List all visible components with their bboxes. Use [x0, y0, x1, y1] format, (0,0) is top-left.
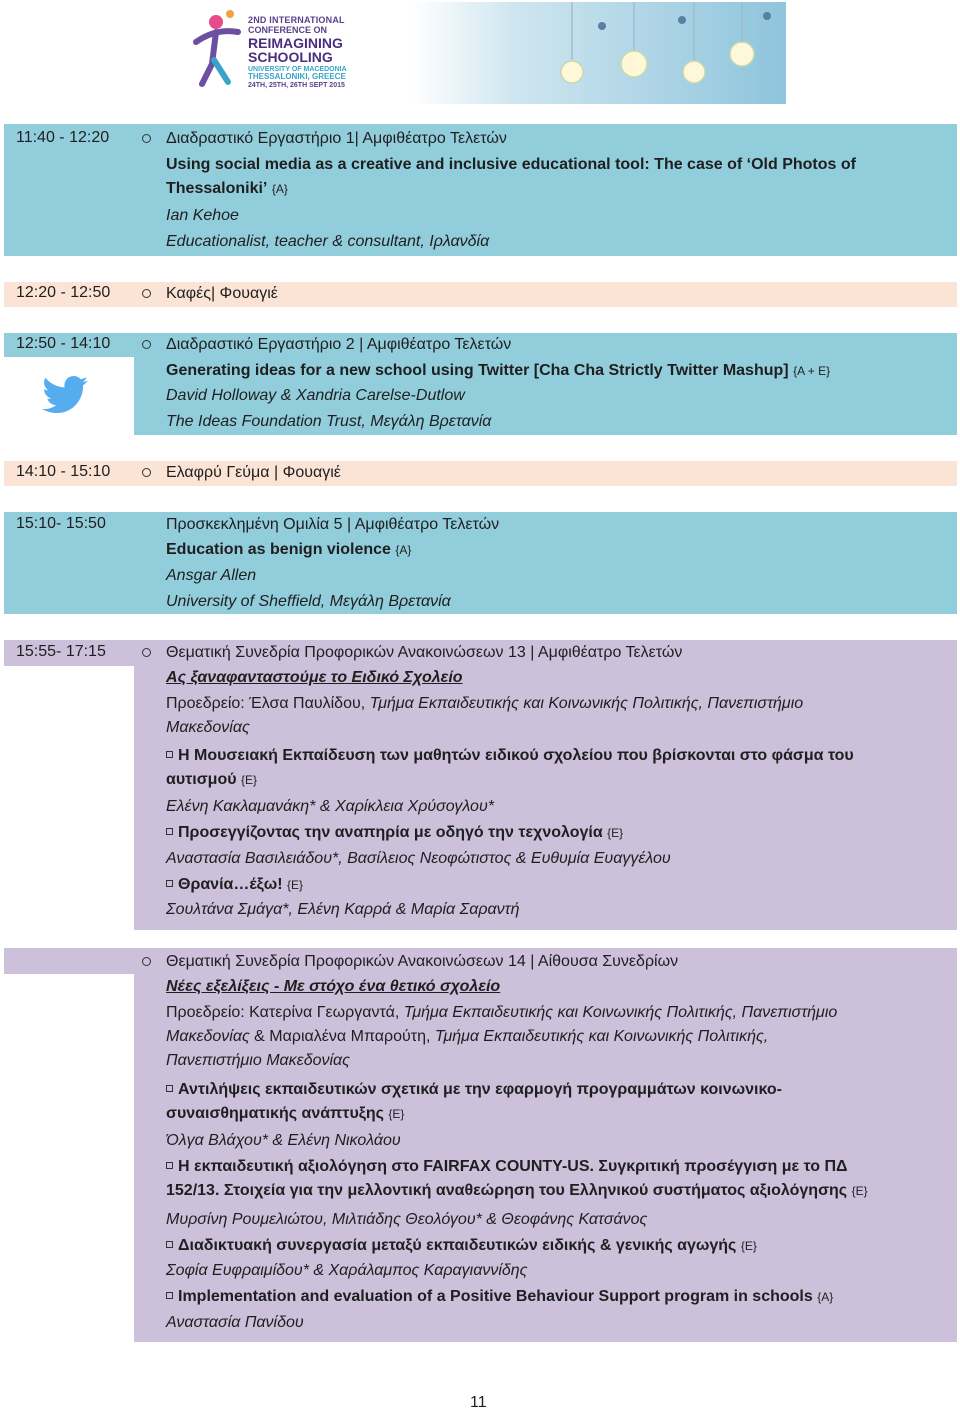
square-bullet-icon [166, 1085, 173, 1092]
session-time: 12:50 - 14:10 [16, 335, 111, 352]
paper-title: Αντιλήψεις εκπαιδευτικών σχετικά με την εφαρμογή προγραμμάτων κοινωνικο- [178, 1081, 782, 1098]
bullet-icon [142, 648, 151, 657]
speaker-name: Ansgar Allen [166, 567, 257, 584]
bullet-icon [142, 134, 151, 143]
paper-title-cont: 152/13. Στοιχεία για την μελλοντική αναθεώρηση του Ελληνικού συστήματος αξιολόγησης [166, 1182, 848, 1199]
session-subtitle: Ας ξαναφανταστούμε το Ειδικό Σχολείο [166, 669, 463, 686]
banner-line7: 24TH, 25TH, 26TH SEPT 2015 [248, 82, 345, 89]
square-bullet-icon [166, 880, 173, 887]
chair-affiliation-cont: Μακεδονίας [166, 1028, 250, 1045]
session-time: 14:10 - 15:10 [16, 463, 111, 480]
square-bullet-icon [166, 1292, 173, 1299]
session-heading: Ελαφρύ Γεύμα | Φουαγιέ [166, 464, 341, 481]
square-bullet-icon [166, 828, 173, 835]
paper-title: Διαδικτυακή συνεργασία μεταξύ εκπαιδευτικών ειδικής & γενικής αγωγής [178, 1237, 737, 1254]
paper-title: Implementation and evaluation of a Positive Behaviour Support program in schools [178, 1288, 813, 1305]
session-heading: Καφές| Φουαγιέ [166, 285, 278, 302]
bullet-icon [142, 957, 151, 966]
paper-authors: Ελένη Κακλαμανάκη* & Χαρίκλεια Χρύσογλου* [166, 798, 494, 815]
paper-title: Η Μουσειακή Εκπαίδευση των μαθητών ειδικού σχολείου που βρίσκονται στο φάσμα του [178, 747, 854, 764]
session-heading: Θεματική Συνεδρία Προφορικών Ανακοινώσεων 14 | Αίθουσα Συνεδρίων [166, 953, 679, 970]
speaker-affiliation: The Ideas Foundation Trust, Μεγάλη Βρετανία [166, 413, 492, 430]
paper-title-cont: αυτισμού [166, 771, 237, 788]
session-time: 12:20 - 12:50 [16, 284, 111, 301]
speaker-affiliation: Educationalist, teacher & consultant, Ιρλανδία [166, 233, 490, 250]
paper-authors: Αναστασία Βασιλειάδου*, Βασίλειος Νεοφώτιστος & Ευθυμία Ευαγγέλου [166, 850, 671, 867]
square-bullet-icon [166, 751, 173, 758]
session-heading: Διαδραστικό Εργαστήριο 1| Αμφιθέατρο Τελετών [166, 130, 507, 147]
session-time: 11:40 - 12:20 [16, 129, 110, 146]
chair-second-affiliation: Τμήμα Εκπαιδευτικής και Κοινωνικής Πολιτικής, [434, 1028, 769, 1045]
chair-second: & Μαριαλένα Μπαρούτη, [249, 1028, 435, 1045]
language-tag: {E} [607, 826, 624, 840]
banner-line1: 2ND INTERNATIONAL [248, 15, 345, 25]
conference-title [248, 16, 347, 89]
session-time: 15:10- 15:50 [16, 515, 106, 532]
chair-affiliation-cont: Μακεδονίας [166, 719, 250, 736]
language-tag: {E} [740, 1239, 757, 1253]
paper-authors: Μυρσίνη Ρουμελιώτου, Μιλτιάδης Θεολόγου* & Θεοφάνης Κατσάνος [166, 1211, 648, 1228]
session-time: 15:55- 17:15 [16, 643, 106, 660]
bullet-icon [142, 468, 151, 477]
session-title: Using social media as a creative and inclusive educational tool: The case of ‘Old Photos of [166, 156, 856, 173]
banner-line6: THESSALONIKI, GREECE [248, 72, 346, 81]
language-tag: {E} [287, 878, 304, 892]
speaker-name: Ian Kehoe [166, 207, 239, 224]
chair-affiliation: Τμήμα Εκπαιδευτικής και Κοινωνικής Πολιτικής, Πανεπιστήμιο [369, 695, 804, 712]
square-bullet-icon [166, 1162, 173, 1169]
banner-line3: REIMAGINING [248, 35, 343, 51]
banner-line4: SCHOOLING [248, 49, 333, 65]
twitter-bird-icon [42, 376, 88, 414]
paper-title: Προσεγγίζοντας την αναπηρία με οδηγό την τεχνολογία [178, 824, 603, 841]
banner-line2: CONFERENCE ON [248, 25, 328, 35]
session-title-cont: Thessaloniki’ [166, 180, 268, 197]
session-heading: Θεματική Συνεδρία Προφορικών Ανακοινώσεων 13 | Αμφιθέατρο Τελετών [166, 644, 683, 661]
session-heading: Διαδραστικό Εργαστήριο 2 | Αμφιθέατρο Τελετών [166, 336, 512, 353]
session-subtitle: Νέες εξελίξεις - Με στόχο ένα θετικό σχολείο [166, 978, 501, 995]
session-heading: Προσκεκλημένη Ομιλία 5 | Αμφιθέατρο Τελετών [166, 516, 500, 533]
square-bullet-icon [166, 1241, 173, 1248]
banner-line5: UNIVERSITY OF MACEDONIA [248, 66, 347, 73]
session-title: Education as benign violence [166, 541, 391, 558]
language-tag: {A} [817, 1290, 834, 1304]
bullet-icon [142, 289, 151, 298]
language-tag: {E} [388, 1107, 405, 1121]
chair-label: Προεδρείο: Κατερίνα Γεωργαντά, [166, 1004, 404, 1021]
session-title: Generating ideas for a new school using Twitter [Cha Cha Strictly Twitter Mashup] [166, 362, 789, 379]
paper-authors: Αναστασία Πανίδου [166, 1314, 304, 1331]
conference-banner [182, 2, 786, 104]
paper-authors: Όλγα Βλάχου* & Ελένη Νικολάου [166, 1132, 401, 1149]
language-tag: {A} [271, 182, 288, 196]
language-tag: {E} [851, 1184, 868, 1198]
paper-title: Η εκπαιδευτική αξιολόγηση στο FAIRFAX COUNTY-US. Συγκριτική προσέγγιση με το ΠΔ [178, 1158, 848, 1175]
paper-authors: Σοφία Ευφραιμίδου* & Χαράλαμπος Καραγιαννίδης [166, 1262, 528, 1279]
bullet-icon [142, 340, 151, 349]
chair-affiliation: Τμήμα Εκπαιδευτικής και Κοινωνικής Πολιτικής, Πανεπιστήμιο [403, 1004, 838, 1021]
language-tag: {E} [241, 773, 258, 787]
language-tag: {A} [395, 543, 412, 557]
speaker-name: David Holloway & Xandria Carelse-Dutlow [166, 387, 465, 404]
paper-authors: Σουλτάνα Σμάγα*, Ελένη Καρρά & Μαρία Σαραντή [166, 901, 520, 918]
chair-label: Προεδρείο: Έλσα Παυλίδου, [166, 695, 370, 712]
paper-title-cont: συναισθηματικής ανάπτυξης [166, 1105, 384, 1122]
page-number: 11 [470, 1394, 487, 1411]
language-tag: {A + E} [793, 364, 831, 378]
speaker-affiliation: University of Sheffield, Μεγάλη Βρετανία [166, 593, 451, 610]
paper-title: Θρανία…έξω! [178, 876, 283, 893]
chair-second-affiliation-cont: Πανεπιστήμιο Μακεδονίας [166, 1052, 350, 1069]
